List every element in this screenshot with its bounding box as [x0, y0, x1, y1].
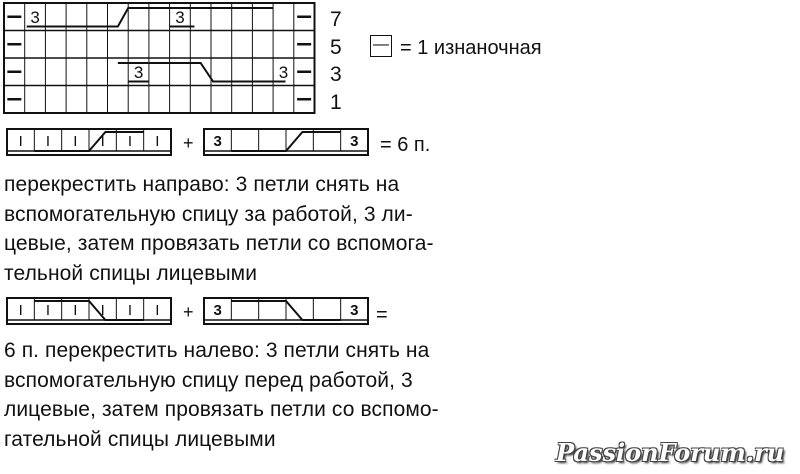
knit-stitch-mark: I — [18, 133, 23, 150]
knit-stitch-mark: I — [127, 133, 133, 150]
cable-left-plus: + — [183, 302, 194, 322]
cable-left-description — [4, 336, 444, 454]
cable-left-right-swatch — [202, 296, 370, 326]
cable-right-line-4: тельной спицы лицевыми — [4, 261, 258, 285]
legend-text: = 1 изнаночная — [400, 37, 542, 59]
cable-left-line-1: 6 п. перекрестить налево: 3 петли снять на — [4, 339, 430, 362]
watermark-logo: PassionForum.ru — [556, 438, 785, 467]
cable-count-label: 3 — [213, 133, 222, 150]
knit-stitch-mark: I — [45, 302, 51, 319]
cable-left-line-4: гательной спицы лицевыми — [4, 427, 276, 451]
cable-count-label: 3 — [175, 7, 185, 27]
knit-stitch-mark: I — [73, 133, 78, 150]
cable-left-line-2: вспомогательную спицу перед работой, 3 — [4, 368, 413, 392]
cable-count-label: 3 — [213, 302, 222, 319]
row-number-7: 7 — [330, 8, 342, 31]
row-number-1: 1 — [330, 91, 342, 114]
knit-stitch-mark: I — [45, 133, 51, 150]
knit-stitch-mark: I — [155, 302, 160, 319]
cable-right-result: = 6 п. — [380, 134, 431, 156]
row-number-5: 5 — [330, 36, 342, 59]
cable-count-label: 3 — [30, 7, 40, 27]
cable-left-left-swatch — [5, 296, 173, 326]
knit-stitch-mark: I — [100, 133, 105, 150]
cable-right-line-3: цевые, затем провязать петли со вспомога- — [4, 232, 434, 255]
knit-stitch-mark: I — [155, 133, 160, 150]
cable-right-line-1: перекрестить направо: 3 петли снять на — [4, 173, 400, 196]
legend-purl-symbol — [370, 35, 392, 57]
cable-count-label: 3 — [133, 62, 144, 82]
legend-symbol-glyph: — — [373, 36, 389, 53]
cable-right-right-swatch — [202, 127, 370, 157]
knit-stitch-mark: I — [127, 302, 133, 319]
cable-right-line-2: вспомогательную спицу за работой, 3 ли- — [4, 202, 413, 226]
knitting-chart — [0, 0, 320, 120]
knit-stitch-mark: I — [100, 302, 105, 319]
cable-count-label: 3 — [278, 62, 289, 82]
cable-count-label: 3 — [350, 302, 359, 319]
cable-right-left-swatch — [5, 127, 173, 157]
cable-right-description — [4, 170, 444, 288]
cable-count-label: 3 — [350, 133, 359, 150]
cable-left-line-3: лицевые, затем провязать петли со вспомо- — [4, 398, 439, 421]
cable-left-result: = — [376, 304, 388, 326]
cable-right-plus: + — [183, 133, 194, 153]
knit-stitch-mark: I — [73, 302, 78, 319]
row-number-3: 3 — [330, 63, 342, 86]
cable-line-row-7 — [27, 8, 273, 27]
knit-stitch-mark: I — [18, 302, 23, 319]
